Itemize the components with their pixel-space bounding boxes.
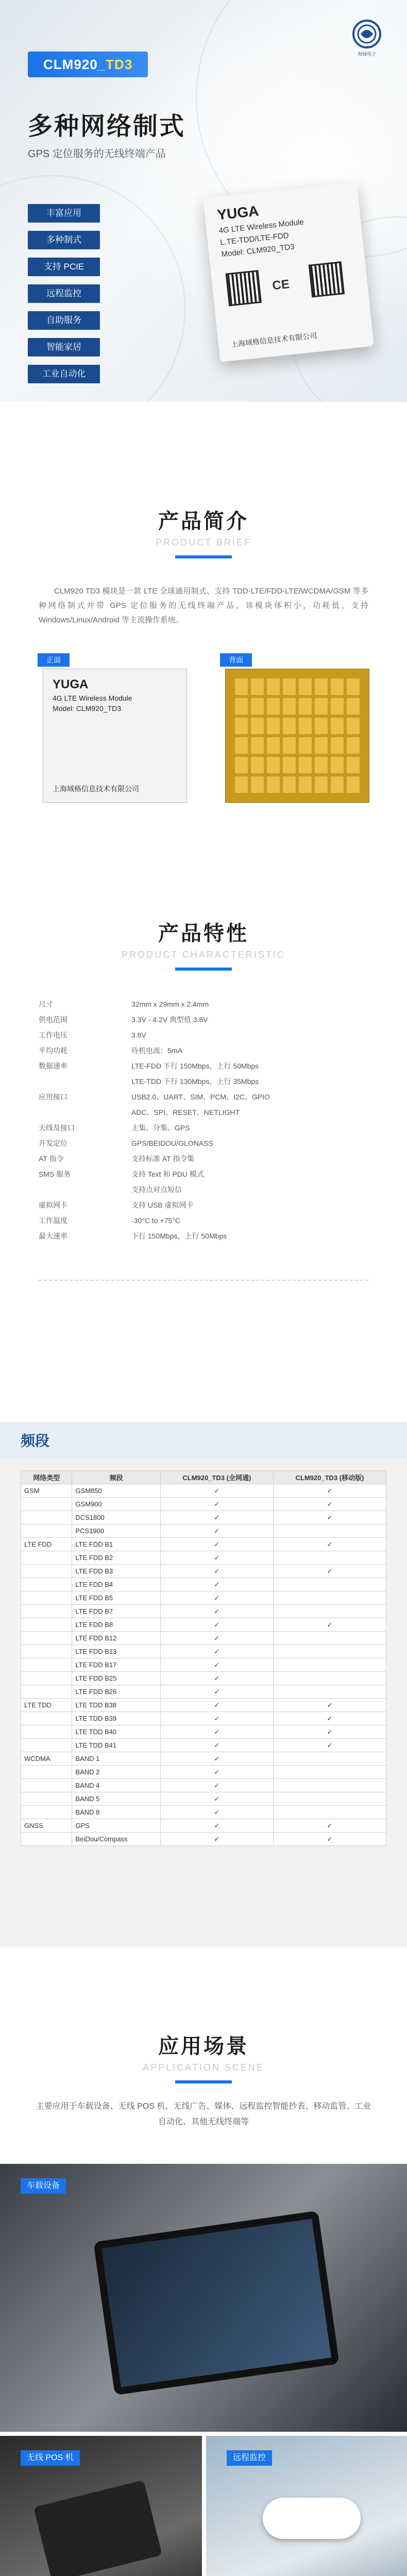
section-subtitle: APPLICATION SCENE <box>143 2062 264 2073</box>
band-cell: BAND 5 <box>72 1792 160 1806</box>
support-check-cell: ✓ <box>160 1511 273 1524</box>
network-type-cell <box>21 1712 72 1725</box>
chip-model: Model: CLM920_TD3 <box>221 242 295 259</box>
band-cell: LTE FDD B7 <box>72 1605 160 1618</box>
network-type-cell <box>21 1632 72 1645</box>
spec-row: 天线及接口 主集、分集、GPS <box>39 1124 190 1132</box>
support-check-cell: ✓ <box>160 1618 273 1632</box>
back-tag: 背面 <box>220 653 252 667</box>
network-type-cell <box>21 1672 72 1685</box>
chip-model: Model: CLM920_TD3 <box>53 704 122 713</box>
support-check-cell: ✓ <box>160 1685 273 1699</box>
spec-row: LTE-TDD 下行 130Mbps，上行 35Mbps <box>131 1077 259 1086</box>
band-cell: LTE TDD B39 <box>72 1712 160 1725</box>
support-check-cell: ✓ <box>273 1538 386 1551</box>
support-check-cell: ✓ <box>160 1806 273 1819</box>
chip-maker: 上海域格信息技术有限公司 <box>230 331 317 349</box>
tablet-image <box>93 2211 339 2395</box>
band-row <box>21 1538 386 1551</box>
support-check-cell: ✓ <box>160 1632 273 1645</box>
band-row <box>21 1524 386 1538</box>
network-type-cell: LTE FDD <box>21 1538 72 1551</box>
band-cell: PCS1900 <box>72 1524 160 1538</box>
support-check-cell: ✓ <box>160 1819 273 1833</box>
band-cell: LTE TDD B38 <box>72 1699 160 1712</box>
spec-row: 平均功耗 待机电流：5mA <box>39 1046 182 1055</box>
scene-row <box>0 2436 407 2576</box>
support-check-cell: ✓ <box>160 1498 273 1511</box>
support-check-cell: ✓ <box>160 1833 273 1846</box>
section-title: 产品简介 <box>158 510 249 533</box>
band-cell: BAND 8 <box>72 1806 160 1819</box>
network-type-cell <box>21 1739 72 1752</box>
spec-row: 工作电压 3.8V <box>39 1031 146 1039</box>
support-check-cell: ✓ <box>273 1833 386 1846</box>
feature-item: 多种制式 <box>28 231 100 249</box>
band-cell: LTE FDD B8 <box>72 1618 160 1632</box>
band-row <box>21 1712 386 1725</box>
network-type-cell <box>21 1779 72 1792</box>
support-check-cell: ✓ <box>160 1752 273 1766</box>
spec-row: 供电范围 3.3V - 4.2V 典型值 3.8V <box>39 1015 208 1024</box>
spec-row: 支持点对点短信 <box>131 1185 182 1194</box>
camera-image <box>263 2498 361 2539</box>
support-check-cell: ✓ <box>273 1739 386 1752</box>
app-text: 主要应用于车载设备、无线 POS 机、无线广告、媒体、远程监控智能抄表、移动监管、工业自动化、其他无线终端等 <box>36 2102 371 2126</box>
band-row <box>21 1632 386 1645</box>
network-type-cell <box>21 1591 72 1605</box>
section-bar <box>175 555 232 558</box>
band-row <box>21 1484 386 1498</box>
band-cell: LTE FDD B17 <box>72 1658 160 1672</box>
scene-label: 无线 POS 机 <box>21 2450 80 2466</box>
feature-item: 支持 PCIE <box>28 258 100 276</box>
section-header <box>0 917 407 971</box>
support-check-cell: ✓ <box>160 1725 273 1739</box>
module-front <box>38 658 187 808</box>
scene-label: 车载设备 <box>21 2178 66 2194</box>
support-check-cell: ✓ <box>160 1605 273 1618</box>
support-check-cell: ✓ <box>273 1699 386 1712</box>
network-type-cell <box>21 1618 72 1632</box>
band-row <box>21 1766 386 1779</box>
support-check-cell <box>273 1645 386 1658</box>
intro-section <box>0 505 407 896</box>
support-check-cell: ✓ <box>160 1645 273 1658</box>
support-check-cell: ✓ <box>160 1712 273 1725</box>
band-table <box>21 1470 386 1846</box>
spec-row: 开发定位 GPS/BEIDOU/GLONASS <box>39 1139 213 1147</box>
support-check-cell: ✓ <box>273 1498 386 1511</box>
band-cell: LTE FDD B12 <box>72 1632 160 1645</box>
band-row <box>21 1578 386 1591</box>
network-type-cell: GSM <box>21 1484 72 1498</box>
hero-subtitle: GPS 定位服务的无线终端产品 <box>28 148 166 160</box>
network-type-cell <box>21 1725 72 1739</box>
support-check-cell <box>273 1766 386 1779</box>
section-bar <box>175 2080 232 2083</box>
support-check-cell <box>273 1792 386 1806</box>
logo-text: 海域电子 <box>357 52 376 57</box>
band-cell: BAND 4 <box>72 1779 160 1792</box>
band-row <box>21 1725 386 1739</box>
section-bar <box>175 968 232 971</box>
band-cell: LTE FDD B1 <box>72 1538 160 1551</box>
model-prefix: CLM920 <box>43 57 98 72</box>
band-row <box>21 1565 386 1578</box>
band-row <box>21 1806 386 1819</box>
band-row <box>21 1551 386 1565</box>
spec-row: 最大速率 下行 150Mbps，上行 50Mbps <box>39 1232 227 1240</box>
band-cell: LTE FDD B26 <box>72 1685 160 1699</box>
support-check-cell <box>273 1591 386 1605</box>
qr-code-icon <box>226 270 262 306</box>
network-type-cell <box>21 1605 72 1618</box>
band-cell: LTE TDD B40 <box>72 1725 160 1739</box>
band-section <box>0 1422 407 1947</box>
network-type-cell <box>21 1833 72 1846</box>
pos-image <box>33 2480 162 2576</box>
scene-label: 远程监控 <box>227 2450 272 2466</box>
network-type-cell <box>21 1658 72 1672</box>
band-row <box>21 1498 386 1511</box>
spec-row: 尺寸 32mm x 29mm x 2.4mm <box>39 1000 209 1008</box>
support-check-cell: ✓ <box>160 1551 273 1565</box>
module-back <box>220 658 369 808</box>
scene-vehicle <box>0 2164 407 2432</box>
band-cell: LTE FDD B3 <box>72 1565 160 1578</box>
network-type-cell <box>21 1551 72 1565</box>
band-row <box>21 1752 386 1766</box>
network-type-cell <box>21 1511 72 1524</box>
support-check-cell <box>273 1605 386 1618</box>
support-check-cell: ✓ <box>273 1725 386 1739</box>
support-check-cell <box>273 1632 386 1645</box>
band-cell: LTE FDD B5 <box>72 1591 160 1605</box>
qr-code-icon <box>309 261 345 297</box>
spacer <box>0 402 407 505</box>
band-row <box>21 1672 386 1685</box>
band-cell: GPS <box>72 1819 160 1833</box>
band-table-body <box>21 1484 386 1846</box>
company-logo <box>347 19 386 58</box>
support-check-cell <box>273 1752 386 1766</box>
band-cell: LTE FDD B4 <box>72 1578 160 1591</box>
module-back-face <box>225 669 369 803</box>
model-tag <box>28 52 148 77</box>
spec-row: 数据速率 LTE-FDD 下行 150Mbps，上行 50Mbps <box>39 1062 259 1070</box>
front-tag: 正面 <box>38 653 70 667</box>
band-cell: LTE TDD B41 <box>72 1739 160 1752</box>
band-row <box>21 1658 386 1672</box>
band-row <box>21 1511 386 1524</box>
section-title: 产品特性 <box>158 922 249 945</box>
app-section <box>0 1947 407 2164</box>
feature-item: 智能家居 <box>28 338 100 357</box>
network-type-cell <box>21 1578 72 1591</box>
section-subtitle: PRODUCT CHARACTERISTIC <box>122 950 285 960</box>
feature-list <box>28 204 100 392</box>
scene-monitor <box>206 2436 407 2576</box>
model-suffix: _TD3 <box>97 57 133 72</box>
band-cell: LTE FDD B2 <box>72 1551 160 1565</box>
hero-title: 多种网络制式 <box>28 113 186 140</box>
network-type-cell <box>21 1792 72 1806</box>
spec-table <box>39 996 368 1244</box>
network-type-cell <box>21 1766 72 1779</box>
support-check-cell <box>273 1524 386 1538</box>
support-check-cell: ✓ <box>273 1618 386 1632</box>
spec-row: AT 指令 支持标准 AT 指令集 <box>39 1155 195 1163</box>
chip-line: 4G LTE Wireless Module <box>218 217 304 235</box>
section-header <box>0 505 407 558</box>
band-cell: LTE FDD B13 <box>72 1645 160 1658</box>
module-front-face <box>43 669 187 803</box>
band-row <box>21 1685 386 1699</box>
band-header-row: 网络类型 频段 CLM920_TD3 (全网通) CLM920_TD3 (移动版) <box>21 1471 386 1484</box>
support-check-cell: ✓ <box>273 1712 386 1725</box>
support-check-cell: ✓ <box>160 1538 273 1551</box>
support-check-cell: ✓ <box>160 1658 273 1672</box>
chip-line: L.TE-TDD/LTE-FDD <box>219 231 290 247</box>
divider <box>39 1280 368 1281</box>
support-check-cell: ✓ <box>160 1524 273 1538</box>
support-check-cell: ✓ <box>273 1819 386 1833</box>
feature-item: 远程监控 <box>28 284 100 303</box>
band-row <box>21 1591 386 1605</box>
band-row <box>21 1792 386 1806</box>
network-type-cell: WCDMA <box>21 1752 72 1766</box>
band-row <box>21 1779 386 1792</box>
logo-icon <box>347 19 386 49</box>
support-check-cell: ✓ <box>273 1484 386 1498</box>
chip-brand: YUGA <box>216 202 260 223</box>
network-type-cell <box>21 1806 72 1819</box>
band-cell: BAND 1 <box>72 1752 160 1766</box>
band-cell: DCS1800 <box>72 1511 160 1524</box>
support-check-cell: ✓ <box>160 1699 273 1712</box>
support-check-cell: ✓ <box>160 1672 273 1685</box>
intro-text: CLM920 TD3 模块是一款 LTE 全球通用制式、支持 TDD-LTE/FDD-LTE/WCDMA/GSM 等多种网络制式并带 GPS 定位服务的无线终端产品，该模块体积小，功耗低，支持 Windows/Linux/Android 等主流操作系统。 <box>39 587 368 624</box>
section-header <box>0 2030 407 2083</box>
band-row <box>21 1699 386 1712</box>
network-type-cell: LTE TDD <box>21 1699 72 1712</box>
chip-brand: YUGA <box>53 677 89 691</box>
support-check-cell: ✓ <box>273 1565 386 1578</box>
feature-item: 丰富应用 <box>28 204 100 223</box>
support-check-cell: ✓ <box>160 1484 273 1498</box>
network-type-cell: GNSS <box>21 1819 72 1833</box>
support-check-cell <box>273 1672 386 1685</box>
band-cell: GSM850 <box>72 1484 160 1498</box>
network-type-cell <box>21 1565 72 1578</box>
support-check-cell: ✓ <box>160 1766 273 1779</box>
support-check-cell: ✓ <box>273 1511 386 1524</box>
band-row <box>21 1819 386 1833</box>
band-row <box>21 1645 386 1658</box>
support-check-cell <box>273 1806 386 1819</box>
feature-item: 工业自动化 <box>28 365 100 383</box>
support-check-cell <box>273 1578 386 1591</box>
spec-row: ADC、SPI、RESET、NETLIGHT <box>131 1108 240 1116</box>
module-chip-image <box>203 182 374 362</box>
module-images <box>0 658 407 808</box>
band-row <box>21 1618 386 1632</box>
band-cell: BeiDou/Compass <box>72 1833 160 1846</box>
spec-row: 工作温度 -30°C to +75°C <box>39 1216 180 1225</box>
spec-row: 虚拟网卡 支持 USB 虚拟网卡 <box>39 1201 194 1209</box>
chip-maker: 上海域格信息技术有限公司 <box>53 785 139 793</box>
support-check-cell <box>273 1658 386 1672</box>
scene-pos <box>0 2436 202 2576</box>
network-type-cell <box>21 1498 72 1511</box>
band-cell: GSM900 <box>72 1498 160 1511</box>
network-type-cell <box>21 1524 72 1538</box>
support-check-cell: ✓ <box>160 1578 273 1591</box>
band-row <box>21 1833 386 1846</box>
network-type-cell <box>21 1645 72 1658</box>
support-check-cell: ✓ <box>160 1792 273 1806</box>
support-check-cell: ✓ <box>160 1565 273 1578</box>
band-row <box>21 1739 386 1752</box>
chip-line: 4G LTE Wireless Module <box>53 694 132 702</box>
band-cell: LTE FDD B25 <box>72 1672 160 1685</box>
support-check-cell <box>273 1779 386 1792</box>
support-check-cell <box>273 1551 386 1565</box>
section-subtitle: PRODUCT BRIEF <box>156 537 251 548</box>
spec-section <box>0 896 407 1422</box>
spec-row: 应用接口 USB2.0、UART、SIM、PCM、I2C、GPIO <box>39 1093 270 1101</box>
support-check-cell: ✓ <box>160 1591 273 1605</box>
section-title: 应用场景 <box>158 2035 249 2058</box>
band-title: 频段 <box>0 1422 407 1458</box>
spec-row: SMS 服务 支持 Text 和 PDU 模式 <box>39 1170 204 1178</box>
support-check-cell: ✓ <box>160 1779 273 1792</box>
ce-mark-icon: CE <box>272 277 291 293</box>
support-check-cell: ✓ <box>160 1739 273 1752</box>
support-check-cell <box>273 1685 386 1699</box>
feature-item: 自助服务 <box>28 311 100 330</box>
band-row <box>21 1605 386 1618</box>
band-cell: BAND 2 <box>72 1766 160 1779</box>
hero-banner <box>0 0 407 402</box>
network-type-cell <box>21 1685 72 1699</box>
